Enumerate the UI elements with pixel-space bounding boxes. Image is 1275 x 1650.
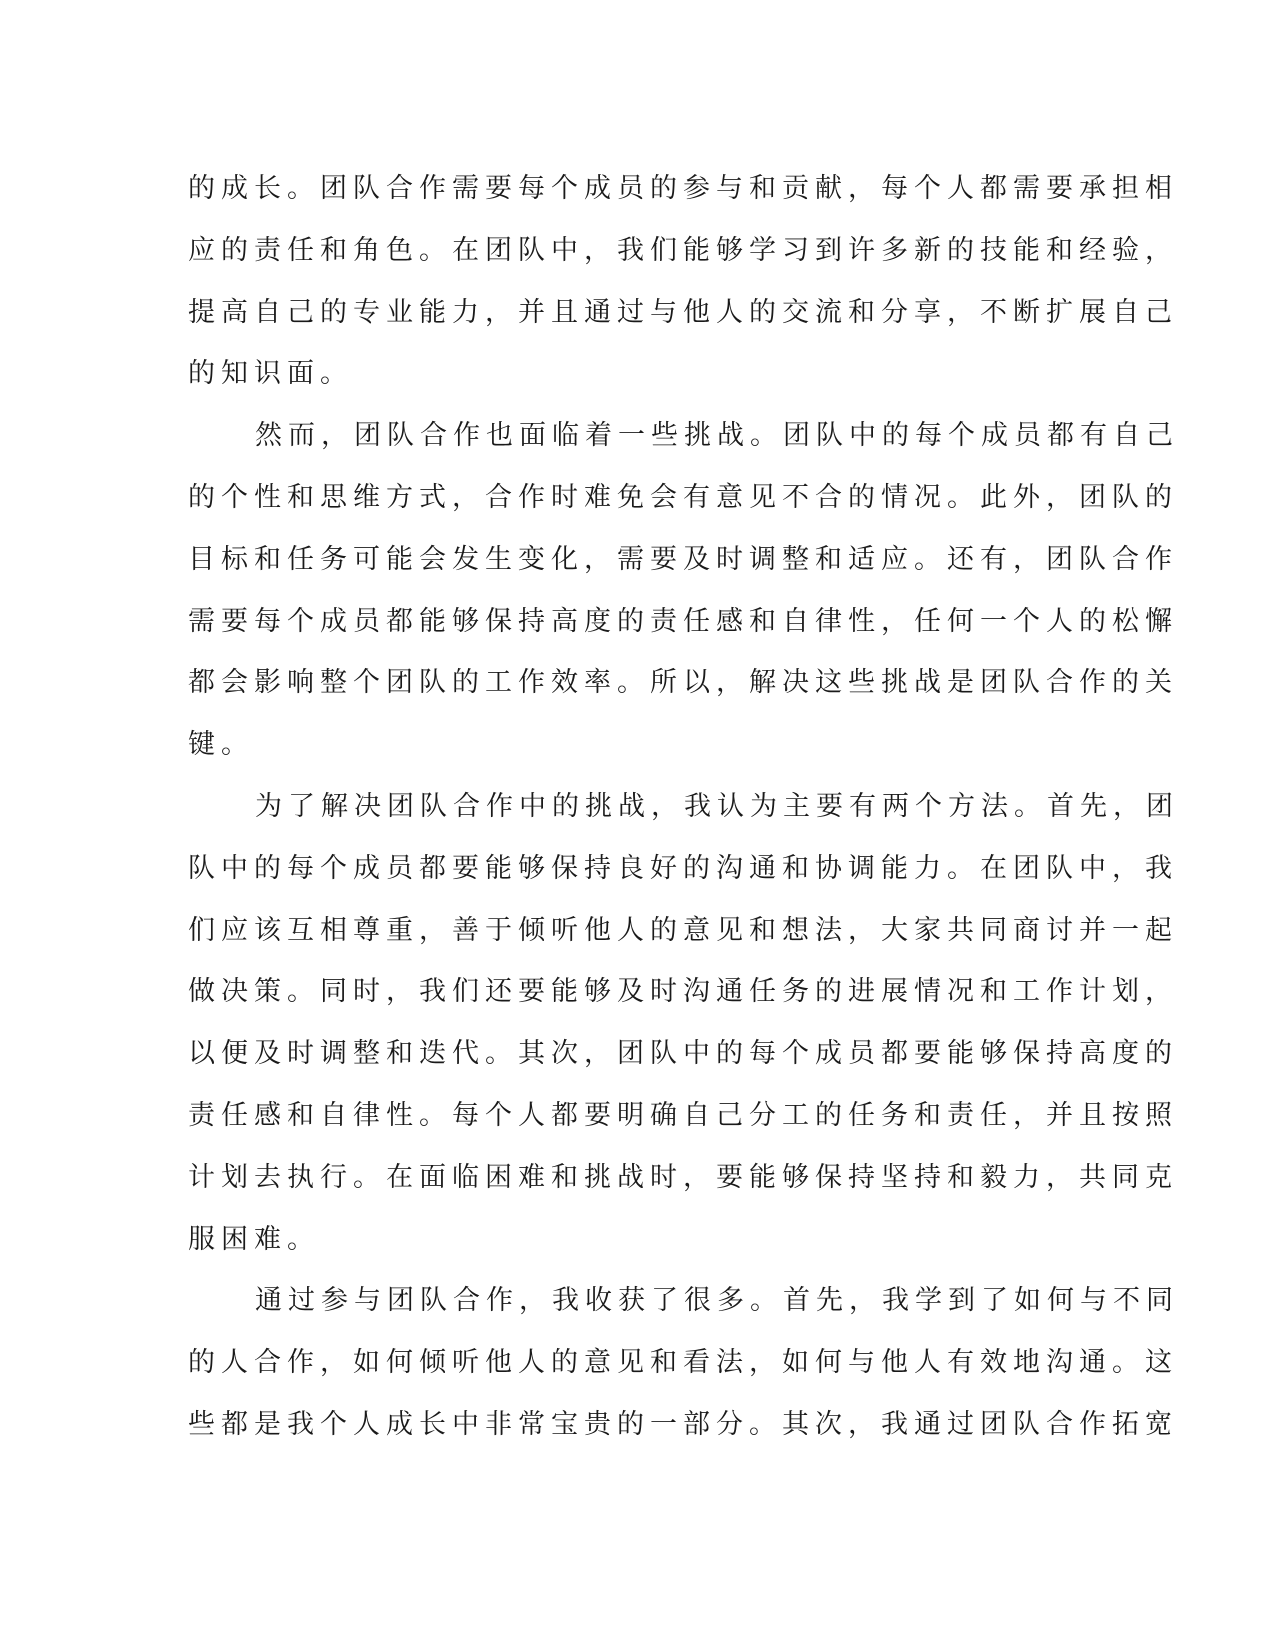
- text-line: 应的责任和角色。在团队中，我们能够学习到许多新的技能和经验，: [188, 234, 1178, 266]
- text-line: 提高自己的专业能力，并且通过与他人的交流和分享，不断扩展自己: [188, 296, 1178, 328]
- paragraph-first-line: 为了解决团队合作中的挑战，我认为主要有两个方法。首先，团: [255, 790, 1179, 822]
- text-line: 责任感和自律性。每个人都要明确自己分工的任务和责任，并且按照: [188, 1099, 1178, 1131]
- text-line: 做决策。同时，我们还要能够及时沟通任务的进展情况和工作计划，: [188, 976, 1178, 1008]
- text-line: 的人合作，如何倾听他人的意见和看法，如何与他人有效地沟通。这: [188, 1347, 1178, 1379]
- document-body: [188, 158, 1179, 1456]
- text-line: 以便及时调整和迭代。其次，团队中的每个成员都要能够保持高度的: [188, 1038, 1178, 1070]
- paragraph-first-line: 然而，团队合作也面临着一些挑战。团队中的每个成员都有自己: [255, 420, 1179, 452]
- text-line: 们应该互相尊重，善于倾听他人的意见和想法，大家共同商讨并一起: [188, 914, 1178, 946]
- text-line: 的知识面。: [188, 358, 353, 390]
- text-line: 都会影响整个团队的工作效率。所以，解决这些挑战是团队合作的关: [188, 667, 1178, 699]
- text-line: 的个性和思维方式，合作时难免会有意见不合的情况。此外，团队的: [188, 481, 1178, 513]
- text-line: 的成长。团队合作需要每个成员的参与和贡献，每个人都需要承担相: [188, 173, 1178, 204]
- text-line: 服困难。: [188, 1223, 320, 1255]
- text-line: 队中的每个成员都要能够保持良好的沟通和协调能力。在团队中，我: [188, 852, 1178, 884]
- text-line: 需要每个成员都能够保持高度的责任感和自律性，任何一个人的松懈: [188, 605, 1178, 637]
- text-line: 些都是我个人成长中非常宝贵的一部分。其次，我通过团队合作拓宽: [188, 1408, 1178, 1440]
- paragraph-first-line: 通过参与团队合作，我收获了很多。首先，我学到了如何与不同: [255, 1285, 1179, 1317]
- text-line: 目标和任务可能会发生变化，需要及时调整和适应。还有，团队合作: [188, 543, 1178, 575]
- text-line: 计划去执行。在面临困难和挑战时，要能够保持坚持和毅力，共同克: [188, 1161, 1178, 1193]
- text-line: 键。: [188, 729, 254, 761]
